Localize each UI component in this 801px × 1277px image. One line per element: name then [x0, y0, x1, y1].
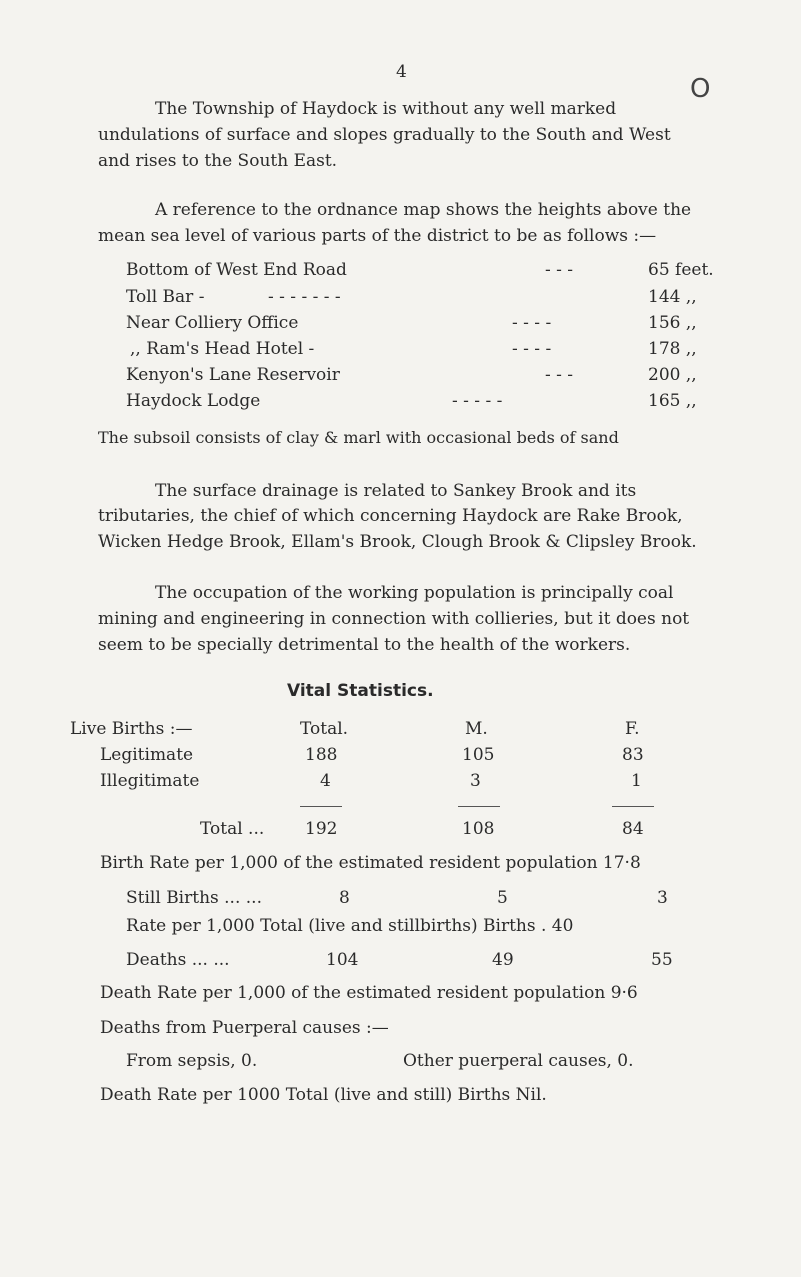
height-place: Kenyon's Lane Reservoir: [126, 365, 340, 385]
total-row-m: 108: [462, 819, 495, 839]
m-rule: [458, 806, 500, 807]
intro-line-1: The Township of Haydock is without any well marked: [155, 99, 617, 119]
death-rate: Death Rate per 1,000 of the estimated resident population 9·6: [100, 983, 638, 1003]
still-births-m: 5: [497, 888, 508, 908]
height-dashes: - - -: [545, 365, 574, 385]
total-row-total: 192: [305, 819, 338, 839]
subsoil-text: The subsoil consists of clay & marl with occasional beds of sand: [98, 428, 619, 447]
still-births-total: 8: [339, 888, 350, 908]
intro-line-3: and rises to the South East.: [98, 151, 338, 171]
height-dashes: - - - -: [512, 313, 552, 333]
reference-line-1: A reference to the ordnance map shows the heights above the: [155, 200, 692, 220]
reference-line-2: mean sea level of various parts of the district to be as follows :—: [98, 226, 657, 246]
height-dashes: - - - - - - -: [268, 287, 341, 307]
sepsis-text: From sepsis, 0.: [126, 1051, 258, 1071]
live-births-label: Live Births :—: [70, 719, 193, 739]
occupation-line-2: mining and engineering in connection with collieries, but it does not: [98, 609, 690, 629]
still-rate: Rate per 1,000 Total (live and stillbirths) Births . 40: [126, 916, 574, 936]
col-total-header: Total.: [300, 719, 349, 739]
f-rule: [612, 806, 654, 807]
col-f-header: F.: [625, 719, 640, 739]
height-value: 65 feet.: [648, 260, 714, 280]
height-dashes: - - -: [545, 260, 574, 280]
still-births-label: Still Births ... ...: [126, 888, 262, 908]
still-births-f: 3: [657, 888, 668, 908]
drainage-line-2: tributaries, the chief of which concerning Haydock are Rake Brook,: [98, 506, 683, 526]
page-mark: O: [690, 74, 711, 104]
puerperal-label: Deaths from Puerperal causes :—: [100, 1018, 389, 1038]
height-value: 156 ,,: [648, 313, 697, 333]
height-value: 200 ,,: [648, 365, 697, 385]
height-value: 165 ,,: [648, 391, 697, 411]
vital-statistics-heading: Vital Statistics.: [287, 681, 434, 701]
illegitimate-total: 4: [320, 771, 331, 791]
birth-rate: Birth Rate per 1,000 of the estimated resident population 17·8: [100, 853, 641, 873]
occupation-line-3: seem to be specially detrimental to the health of the workers.: [98, 635, 631, 655]
illegitimate-f: 1: [631, 771, 642, 791]
total-rule: [300, 806, 342, 807]
height-value: 144 ,,: [648, 287, 697, 307]
legitimate-label: Legitimate: [100, 745, 194, 765]
deaths-m: 49: [492, 950, 514, 970]
illegitimate-m: 3: [470, 771, 481, 791]
total-row-label: Total ...: [200, 819, 265, 839]
intro-line-2: undulations of surface and slopes gradually to the South and West: [98, 125, 671, 145]
deaths-total: 104: [326, 950, 359, 970]
total-row-f: 84: [622, 819, 644, 839]
deaths-f: 55: [651, 950, 673, 970]
height-value: 178 ,,: [648, 339, 697, 359]
legitimate-total: 188: [305, 745, 338, 765]
death-rate-births: Death Rate per 1000 Total (live and still) Births Nil.: [100, 1085, 547, 1105]
page-number: 4: [396, 62, 407, 82]
height-dashes: - - - - -: [452, 391, 503, 411]
height-place: Toll Bar -: [126, 287, 205, 307]
drainage-line-3: Wicken Hedge Brook, Ellam's Brook, Clough Brook & Clipsley Brook.: [98, 532, 697, 552]
drainage-line-1: The surface drainage is related to Sankey Brook and its: [155, 481, 637, 501]
height-place: Haydock Lodge: [126, 391, 261, 411]
deaths-label: Deaths ... ...: [126, 950, 230, 970]
legitimate-m: 105: [462, 745, 495, 765]
height-place: Near Colliery Office: [126, 313, 299, 333]
legitimate-f: 83: [622, 745, 644, 765]
occupation-line-1: The occupation of the working population is principally coal: [155, 583, 674, 603]
col-m-header: M.: [465, 719, 488, 739]
height-dashes: - - - -: [512, 339, 552, 359]
illegitimate-label: Illegitimate: [100, 771, 200, 791]
other-puerperal-text: Other puerperal causes, 0.: [403, 1051, 634, 1071]
height-place: Bottom of West End Road: [126, 260, 347, 280]
height-place: ,, Ram's Head Hotel -: [130, 339, 315, 359]
